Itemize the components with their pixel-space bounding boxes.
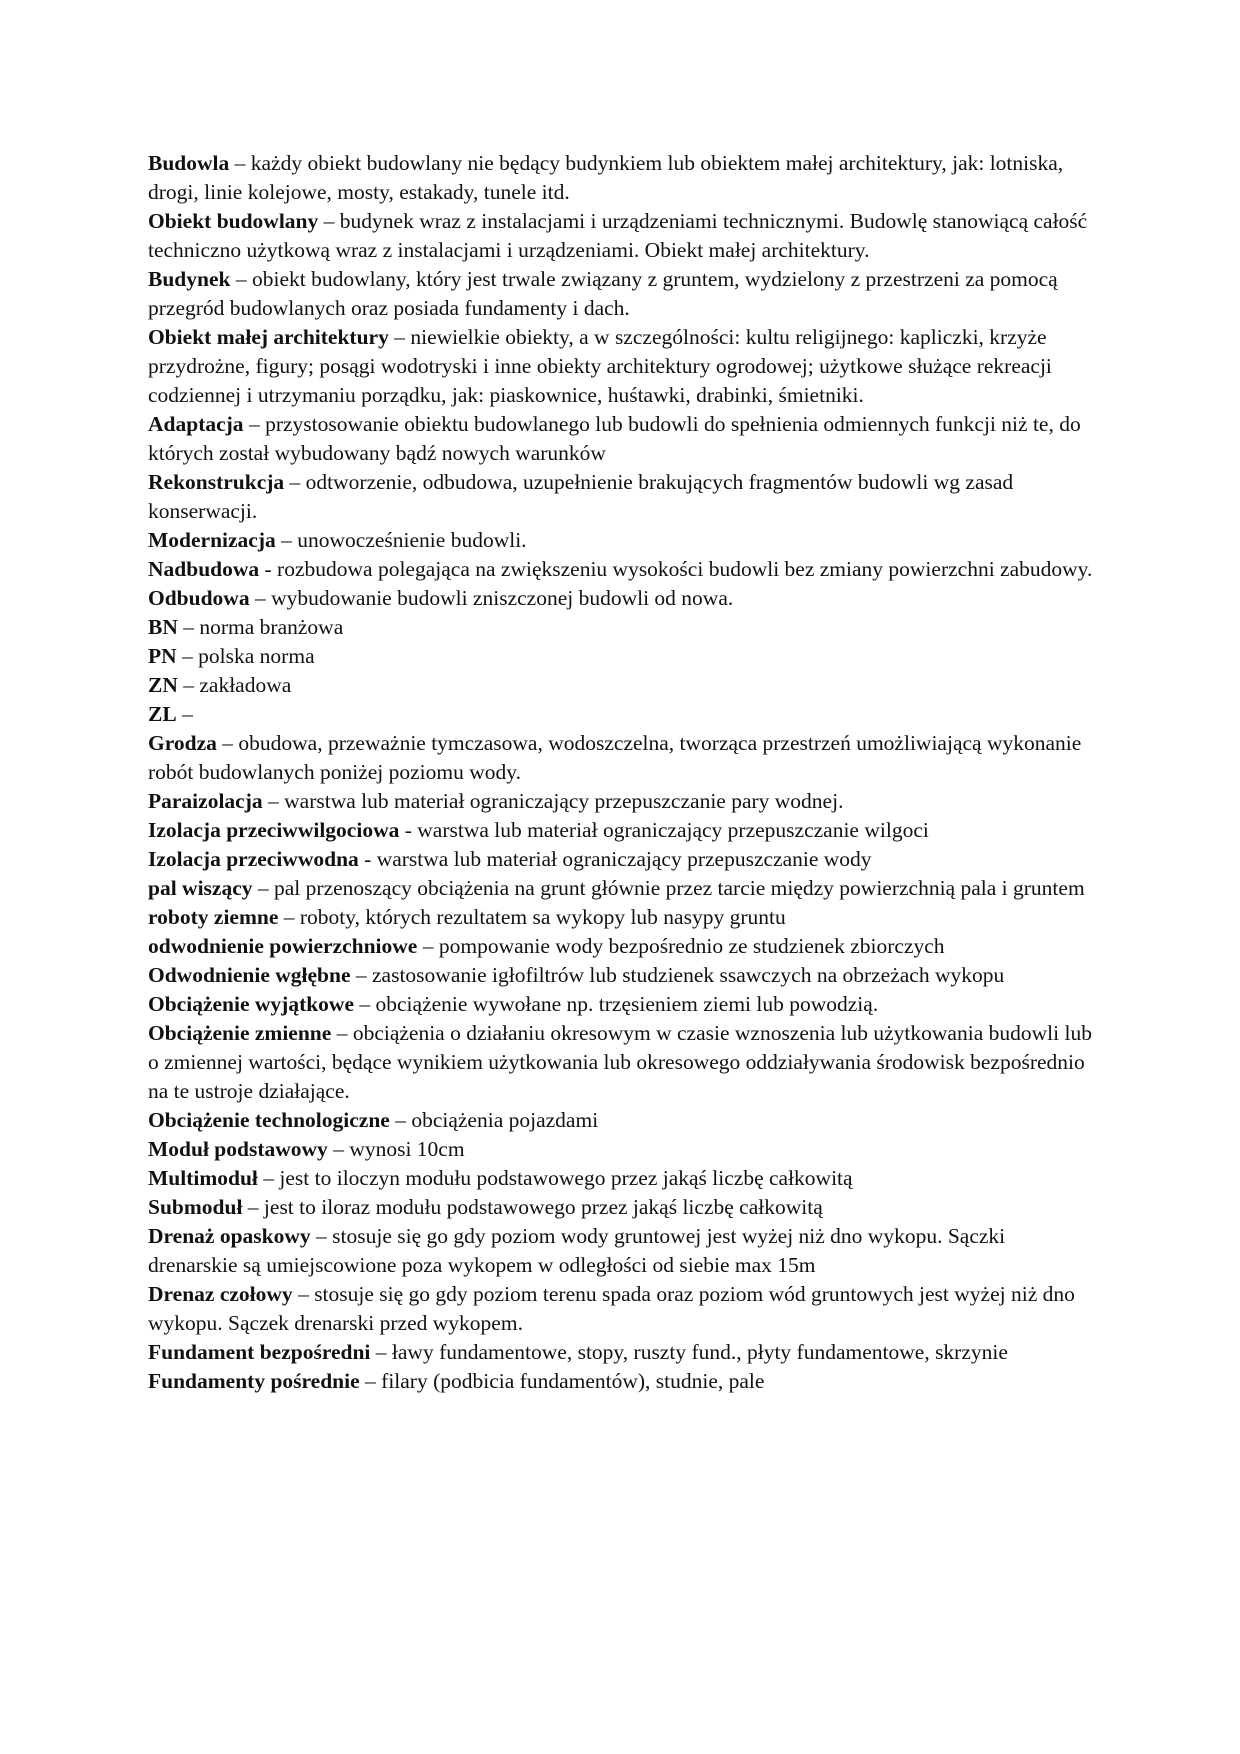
entry-term: roboty ziemne	[148, 905, 279, 929]
entry-definition: – jest to iloraz modułu podstawowego przez jakąś liczbę całkowitą	[242, 1195, 823, 1219]
entry-term: Obciążenie zmienne	[148, 1021, 332, 1045]
glossary-entry	[148, 903, 1098, 932]
entry-definition: – stosuje się go gdy poziom wody gruntowej jest wyżej niż dno wykopu. Sączki drenarskie są umiejscowione poza wykopem w odległości od siebie max 15m	[148, 1224, 1006, 1277]
entry-term: Moduł podstawowy	[148, 1137, 328, 1161]
glossary-entry	[148, 613, 1098, 642]
glossary-entry	[148, 410, 1098, 468]
entry-definition: – unowocześnienie budowli.	[275, 528, 527, 552]
entry-definition: – polska norma	[176, 644, 315, 668]
entry-term: Fundament bezpośredni	[148, 1340, 371, 1364]
entry-term: odwodnienie powierzchniowe	[148, 934, 418, 958]
glossary-entry	[148, 1019, 1098, 1106]
entry-term: Rekonstrukcja	[148, 470, 285, 494]
glossary-entry	[148, 816, 1098, 845]
entry-definition: – niewielkie obiekty, a w szczególności: kultu religijnego: kapliczki, krzyże przydrożne, figury; posągi wodotryski i inne obiekty architektury ogrodowej; użytkowe służące rekreacji codziennej i utrzymaniu porządku, jak: piaskownice, huśtawki, drabinki, śmietniki.	[148, 325, 1052, 407]
entry-definition: – obiekt budowlany, który jest trwale związany z gruntem, wydzielony z przestrzeni za pomocą przegród budowlanych oraz posiada fundamenty i dach.	[148, 267, 1058, 320]
entry-term: Drenaz czołowy	[148, 1282, 293, 1306]
glossary-entry	[148, 1193, 1098, 1222]
glossary-entry	[148, 207, 1098, 265]
glossary-entry	[148, 932, 1098, 961]
entry-term: Obiekt małej architektury	[148, 325, 389, 349]
glossary-entry	[148, 1280, 1098, 1338]
entry-definition: – każdy obiekt budowlany nie będący budynkiem lub obiektem małej architektury, jak: lotniska, drogi, linie kolejowe, mosty, estakady, tunele itd.	[148, 151, 1064, 204]
entry-definition: - warstwa lub materiał ograniczający przepuszczanie wilgoci	[399, 818, 929, 842]
entry-term: PN	[148, 644, 177, 668]
glossary-entry	[148, 1135, 1098, 1164]
entry-definition: – pal przenoszący obciążenia na grunt głównie przez tarcie między powierzchnią pala i gruntem	[252, 876, 1085, 900]
entry-definition: – obciążenia o działaniu okresowym w czasie wznoszenia lub użytkowania budowli lub o zmiennej wartości, będące wynikiem użytkowania lub okresowego oddziaływania środowisk bezpośrednio na te ustroje działające.	[148, 1021, 1092, 1103]
glossary-entry	[148, 323, 1098, 410]
entry-definition: - rozbudowa polegająca na zwiększeniu wysokości budowli bez zmiany powierzchni zabudowy.	[259, 557, 1093, 581]
entry-definition: – filary (podbicia fundamentów), studnie, pale	[359, 1369, 765, 1393]
glossary-entry	[148, 671, 1098, 700]
entry-definition: – jest to iloczyn modułu podstawowego przez jakąś liczbę całkowitą	[257, 1166, 853, 1190]
entry-term: Submoduł	[148, 1195, 243, 1219]
entry-term: Budynek	[148, 267, 231, 291]
glossary-entry	[148, 990, 1098, 1019]
entry-term: Budowla	[148, 151, 230, 175]
entry-definition: – zakładowa	[177, 673, 292, 697]
entry-term: Odbudowa	[148, 586, 250, 610]
entry-term: Grodza	[148, 731, 217, 755]
entry-definition: – obciążenie wywołane np. trzęsieniem ziemi lub powodzią.	[354, 992, 879, 1016]
entry-term: Paraizolacja	[148, 789, 263, 813]
glossary-entry	[148, 961, 1098, 990]
glossary-entry	[148, 584, 1098, 613]
entry-definition: – stosuje się go gdy poziom terenu spada oraz poziom wód gruntowych jest wyżej niż dno wykopu. Sączek drenarski przed wykopem.	[148, 1282, 1075, 1335]
entry-term: Fundamenty pośrednie	[148, 1369, 360, 1393]
glossary-entry	[148, 700, 1098, 729]
glossary-entry	[148, 526, 1098, 555]
entry-definition: – przystosowanie obiektu budowlanego lub budowli do spełnienia odmiennych funkcji niż te, do których został wybudowany bądź nowych warunków	[148, 412, 1081, 465]
entry-term: Multimoduł	[148, 1166, 258, 1190]
glossary-entry	[148, 468, 1098, 526]
entry-term: Izolacja przeciwwilgociowa	[148, 818, 400, 842]
glossary-entry	[148, 729, 1098, 787]
entry-definition: – roboty, których rezultatem sa wykopy lub nasypy gruntu	[278, 905, 786, 929]
glossary-entry	[148, 1222, 1098, 1280]
glossary-entry	[148, 1106, 1098, 1135]
entry-term: Obiekt budowlany	[148, 209, 319, 233]
glossary-entry	[148, 845, 1098, 874]
entry-term: Adaptacja	[148, 412, 244, 436]
entry-term: Modernizacja	[148, 528, 276, 552]
entry-definition: –	[176, 702, 193, 726]
glossary-list	[148, 149, 1098, 1396]
glossary-entry	[148, 1367, 1098, 1396]
entry-definition: – warstwa lub materiał ograniczający przepuszczanie pary wodnej.	[262, 789, 844, 813]
entry-term: Nadbudowa	[148, 557, 260, 581]
entry-definition: – budynek wraz z instalacjami i urządzeniami technicznymi. Budowlę stanowiącą całość techniczno użytkową wraz z instalacjami i urządzeniami. Obiekt małej architektury.	[148, 209, 1088, 262]
entry-definition: - warstwa lub materiał ograniczający przepuszczanie wody	[358, 847, 872, 871]
entry-term: pal wiszący	[148, 876, 253, 900]
entry-term: ZL	[148, 702, 177, 726]
entry-definition: – pompowanie wody bezpośrednio ze studzienek zbiorczych	[417, 934, 945, 958]
entry-definition: – odtworzenie, odbudowa, uzupełnienie brakujących fragmentów budowli wg zasad konserwacji.	[148, 470, 1014, 523]
glossary-entry	[148, 149, 1098, 207]
entry-term: Obciążenie technologiczne	[148, 1108, 390, 1132]
glossary-entry	[148, 1164, 1098, 1193]
glossary-entry	[148, 555, 1098, 584]
entry-term: Odwodnienie wgłębne	[148, 963, 351, 987]
entry-term: ZN	[148, 673, 178, 697]
entry-term: Izolacja przeciwwodna	[148, 847, 359, 871]
entry-term: Drenaż opaskowy	[148, 1224, 311, 1248]
entry-definition: – zastosowanie igłofiltrów lub studzienek ssawczych na obrzeżach wykopu	[350, 963, 1005, 987]
glossary-entry	[148, 265, 1098, 323]
entry-definition: – obudowa, przeważnie tymczasowa, wodoszczelna, tworząca przestrzeń umożliwiającą wykonanie robót budowlanych poniżej poziomu wody.	[148, 731, 1082, 784]
entry-definition: – obciążenia pojazdami	[389, 1108, 599, 1132]
entry-definition: – norma branżowa	[177, 615, 344, 639]
entry-definition: – wynosi 10cm	[327, 1137, 465, 1161]
glossary-entry	[148, 1338, 1098, 1367]
glossary-entry	[148, 787, 1098, 816]
entry-definition: – ławy fundamentowe, stopy, ruszty fund., płyty fundamentowe, skrzynie	[370, 1340, 1008, 1364]
entry-term: BN	[148, 615, 178, 639]
entry-term: Obciążenie wyjątkowe	[148, 992, 355, 1016]
entry-definition: – wybudowanie budowli zniszczonej budowli od nowa.	[249, 586, 734, 610]
glossary-entry	[148, 642, 1098, 671]
glossary-entry	[148, 874, 1098, 903]
